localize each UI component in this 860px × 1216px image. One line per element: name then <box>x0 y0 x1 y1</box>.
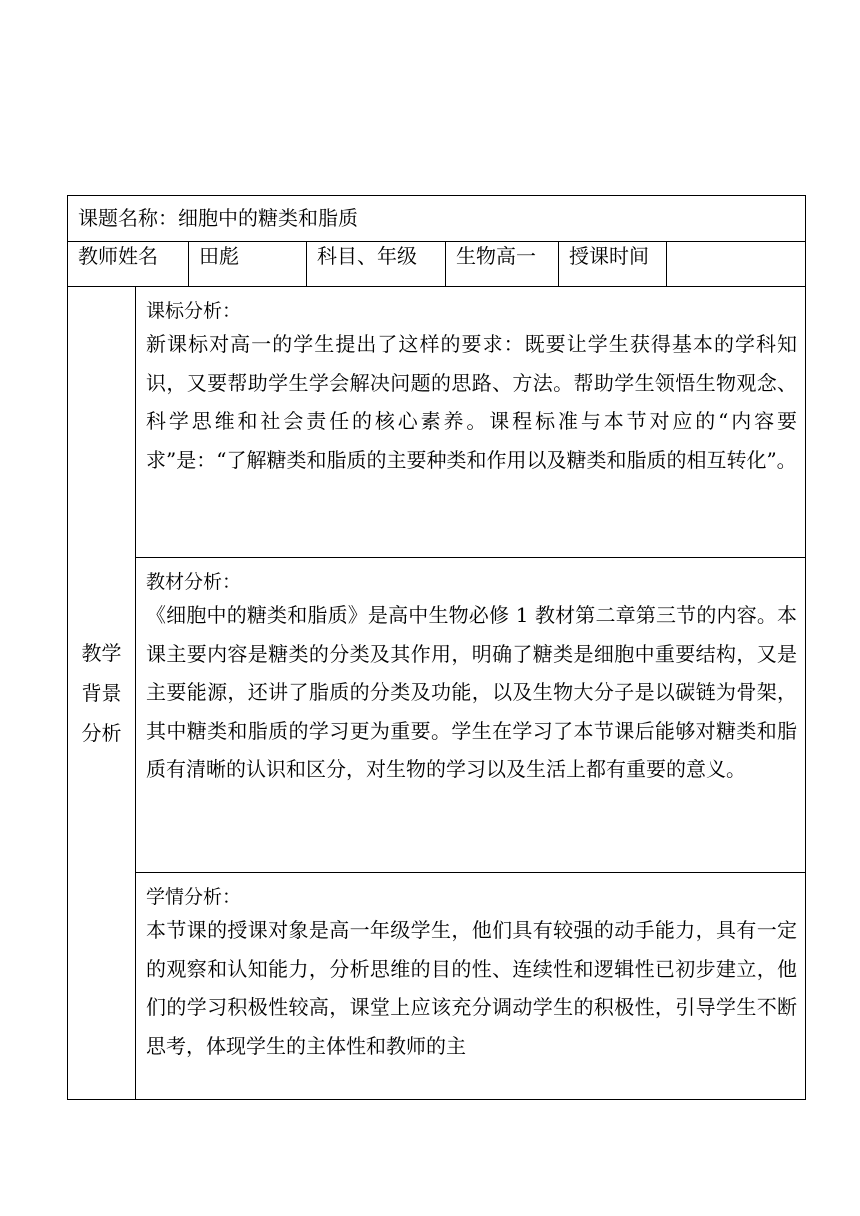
curriculum-analysis-heading: 课标分析： <box>146 300 242 322</box>
lesson-title-cell <box>68 196 806 242</box>
side-label-line-2: 背景 <box>81 681 122 705</box>
info-row <box>68 242 806 287</box>
teacher-name-cell <box>189 242 307 287</box>
teacher-label-cell <box>68 242 189 287</box>
side-label-line-3: 分析 <box>81 721 122 745</box>
side-label-line-1: 教学 <box>81 641 122 665</box>
curriculum-analysis-section <box>136 287 806 558</box>
teacher-name: 田彪 <box>199 244 239 268</box>
lesson-title: 课题名称：细胞中的糖类和脂质 <box>78 206 358 230</box>
subject-value: 生物高一 <box>456 244 536 268</box>
subject-label-cell <box>307 242 446 287</box>
student-analysis-heading: 学情分析： <box>146 886 242 908</box>
student-analysis-section <box>136 873 806 1100</box>
student-analysis-body: 本节课的授课对象是高一年级学生，他们具有较强的动手能力，具有一定的观察和认知能力，分析思维的目的性、连续性和逻辑性已初步建立，他们的学习积极性较高，课堂上应该充分调动学生的积极性，引导学生不断思考，体现学生的主体性和教师的主 <box>146 918 798 1058</box>
textbook-analysis-body: 《细胞中的糖类和脂质》是高中生物必修 1 教材第二章第三节的内容。本课主要内容是糖类的分类及其作用，明确了糖类是细胞中重要结构，又是主要能源，还讲了脂质的分类及功能，以及生物大分子是以碳链为骨架，其中糖类和脂质的学习更为重要。学生在学习了本节课后能够对糖类和脂质有清晰的认识和区分，对生物的学习以及生活上都有重要的意义。 <box>146 603 798 782</box>
subject-label: 科目、年级 <box>317 244 417 268</box>
curriculum-analysis-body: 新课标对高一的学生提出了这样的要求：既要让学生获得基本的学科知识，又要帮助学生学会解决问题的思路、方法。帮助学生领悟生物观念、科学思维和社会责任的核心素养。课程标准与本节对应的“内容要求”是：“了解糖类和脂质的主要种类和作用以及糖类和脂质的相互转化”。 <box>146 332 798 472</box>
side-label-cell <box>68 287 136 1100</box>
time-value-cell <box>667 242 806 287</box>
textbook-analysis-heading: 教材分析： <box>146 571 242 593</box>
time-label-cell <box>559 242 667 287</box>
time-label: 授课时间 <box>569 244 649 268</box>
teacher-label: 教师姓名 <box>78 244 158 268</box>
subject-value-cell <box>446 242 559 287</box>
textbook-analysis-section <box>136 558 806 873</box>
lesson-plan-table <box>67 195 806 1100</box>
